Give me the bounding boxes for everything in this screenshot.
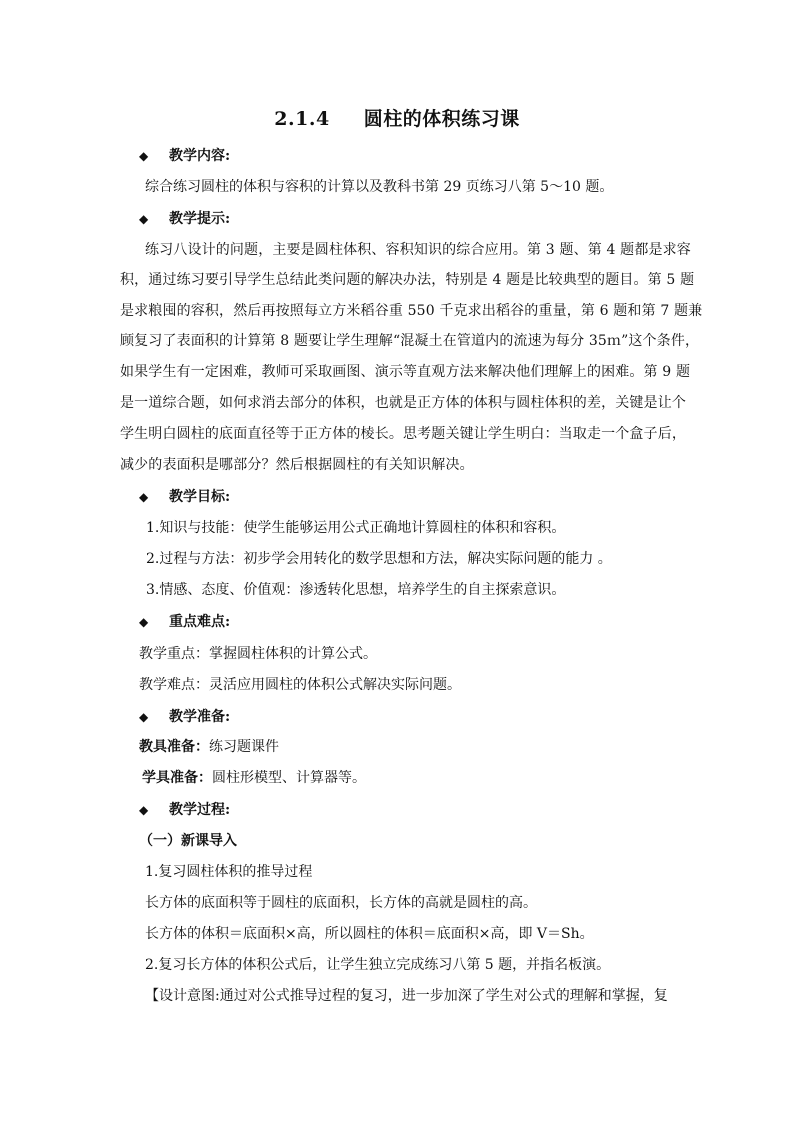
title-text: 圆柱的体积练习课	[363, 108, 520, 130]
teacher-prep-label: 教具准备：	[139, 739, 209, 755]
diamond-bullet-icon: ◆	[139, 149, 149, 163]
hint-line: 减少的表面积是哪部分？然后根据圆柱的有关知识解决。	[120, 457, 474, 473]
key-heading	[139, 612, 230, 632]
hint-heading	[139, 209, 230, 229]
key-point: 教学重点：掌握圆柱体积的计算公式。	[139, 646, 377, 662]
process-line: 长方体的底面积等于圆柱的底面积，长方体的高就是圆柱的高。	[145, 895, 537, 911]
hint-line: 练习八设计的问题，主要是圆柱体积、容积知识的综合应用。第 3 题、第 4 题都是求容	[145, 242, 691, 258]
diamond-bullet-icon: ◆	[139, 212, 149, 226]
section1-heading: （一）新课导入	[139, 833, 237, 849]
difficult-point: 教学难点：灵活应用圆柱的体积公式解决实际问题。	[139, 677, 461, 693]
hint-line: 是一道综合题，如何求消去部分的体积，也就是正方体的体积与圆柱体积的差，关键是让个	[120, 395, 686, 411]
hint-line: 顾复习了表面积的计算第 8 题要让学生理解“混凝土在管道内的流速为每分 35ｍ”这个条件，	[120, 333, 700, 349]
process-heading-text: 教学过程:	[169, 802, 231, 818]
teacher-prep	[139, 737, 279, 757]
diamond-bullet-icon: ◆	[139, 615, 149, 629]
process-line: 1.复习圆柱体积的推导过程	[145, 864, 313, 880]
prep-heading	[139, 707, 230, 727]
goals-heading	[139, 487, 230, 507]
hint-heading-text: 教学提示:	[169, 211, 231, 227]
diamond-bullet-icon: ◆	[139, 710, 149, 724]
hint-line: 学生明白圆柱的底面直径等于正方体的棱长。思考题关键让学生明白：当取走一个盒子后，	[120, 426, 686, 442]
diamond-bullet-icon: ◆	[139, 490, 149, 504]
title-number: 2.1.4	[274, 108, 330, 130]
student-prep-label: 学具准备：	[142, 770, 212, 786]
content-text: 综合练习圆柱的体积与容积的计算以及教科书第 29 页练习八第 5～10 题。	[145, 179, 614, 195]
process-line: 2.复习长方体的体积公式后，让学生独立完成练习八第 5 题，并指名板演。	[145, 957, 611, 973]
hint-line: 是求粮囤的容积，然后再按照每立方米稻谷重 550 千克求出稻谷的重量，第 6 题和第 7 题兼	[120, 303, 703, 319]
process-line: 长方体的体积＝底面积×高，所以圆柱的体积＝底面积×高，即 V＝Sh。	[145, 926, 594, 942]
hint-line: 如果学生有一定困难，教师可采取画图、演示等直观方法来解决他们理解上的困难。第 9 题	[120, 364, 691, 380]
design-intent: 【设计意图:通过对公式推导过程的复习，进一步加深了学生对公式的理解和掌握，复	[145, 988, 668, 1004]
content-heading	[139, 146, 230, 166]
student-prep-text: 圆柱形模型、计算器等。	[212, 770, 366, 786]
teacher-prep-text: 练习题课件	[209, 739, 279, 755]
goals-heading-text: 教学目标:	[169, 489, 231, 505]
prep-heading-text: 教学准备:	[169, 709, 231, 725]
goal-item: 3.情感、态度、价值观：渗透转化思想，培养学生的自主探索意识。	[146, 582, 566, 598]
student-prep	[142, 768, 366, 788]
key-heading-text: 重点难点:	[169, 614, 231, 630]
diamond-bullet-icon: ◆	[139, 803, 149, 817]
goal-item: 2.过程与方法：初步学会用转化的数学思想和方法，解决实际问题的能力 。	[146, 551, 612, 567]
process-heading	[139, 800, 230, 820]
goal-item: 1.知识与技能：使学生能够运用公式正确地计算圆柱的体积和容积。	[146, 520, 566, 536]
content-heading-text: 教学内容:	[169, 148, 231, 164]
hint-line: 积，通过练习要引导学生总结此类问题的解决办法，特别是 4 题是比较典型的题目。第 5 题	[120, 272, 695, 288]
page-title	[0, 104, 794, 131]
